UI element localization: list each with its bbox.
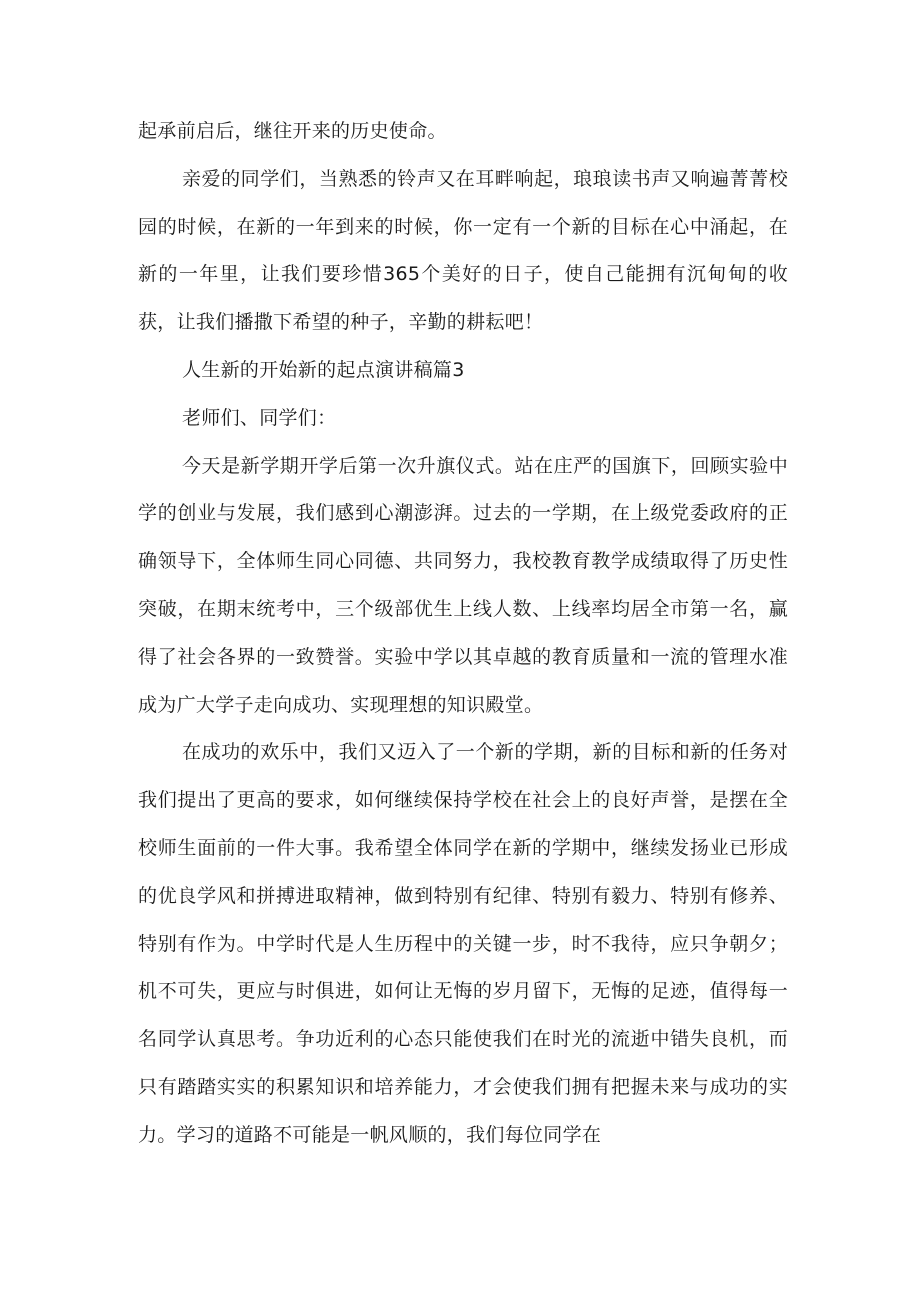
paragraph-new-semester: 在成功的欢乐中，我们又迈入了一个新的学期，新的目标和新的任务对我们提出了更高的要求，如何继续保持学校在社会上的良好声誉，是摆在全校师生面前的一件大事。我希望全体同学在新的学期中，继续发扬业已形成的优良学风和拼搏进取精神，做到特别有纪律、特别有毅力、特别有修养、特别有作为。中学时代是人生历程中的关键一步，时不我待，应只争朝夕；机不可失，更应与时俱进，如何让无悔的岁月留下，无悔的足迹，值得每一名同学认真思考。争功近利的心态只能使我们在时光的流逝中错失良机，而只有踏踏实实的积累知识和培养能力，才会使我们拥有把握未来与成功的实力。学习的道路不可能是一帆风顺的，我们每位同学在 xyxy=(138,741,788,1146)
paragraph-new-year: 亲爱的同学们，当熟悉的铃声又在耳畔响起，琅琅读书声又响遍菁菁校园的时候，在新的一年到来的时候，你一定有一个新的目标在心中涌起，在新的一年里，让我们要珍惜365个美好的日子，使自己能拥有沉甸甸的收获，让我们播撒下希望的种子，辛勤的耕耘吧！ xyxy=(138,167,788,334)
paragraph-continuation: 起承前启后，继往开来的历史使命。 xyxy=(138,120,447,142)
section-heading: 人生新的开始新的起点演讲稿篇3 xyxy=(182,358,465,381)
document-body xyxy=(138,108,788,1160)
paragraph-flag-ceremony: 今天是新学期开学后第一次升旗仪式。站在庄严的国旗下，回顾实验中学的创业与发展，我们感到心潮澎湃。过去的一学期，在上级党委政府的正确领导下，全体师生同心同德、共同努力，我校教育教学成绩取得了历史性突破，在期末统考中，三个级部优生上线人数、上线率均居全市第一名，赢得了社会各界的一致赞誉。实验中学以其卓越的教育质量和一流的管理水准成为广大学子走向成功、实现理想的知识殿堂。 xyxy=(138,454,788,716)
salutation: 老师们、同学们： xyxy=(182,406,337,429)
